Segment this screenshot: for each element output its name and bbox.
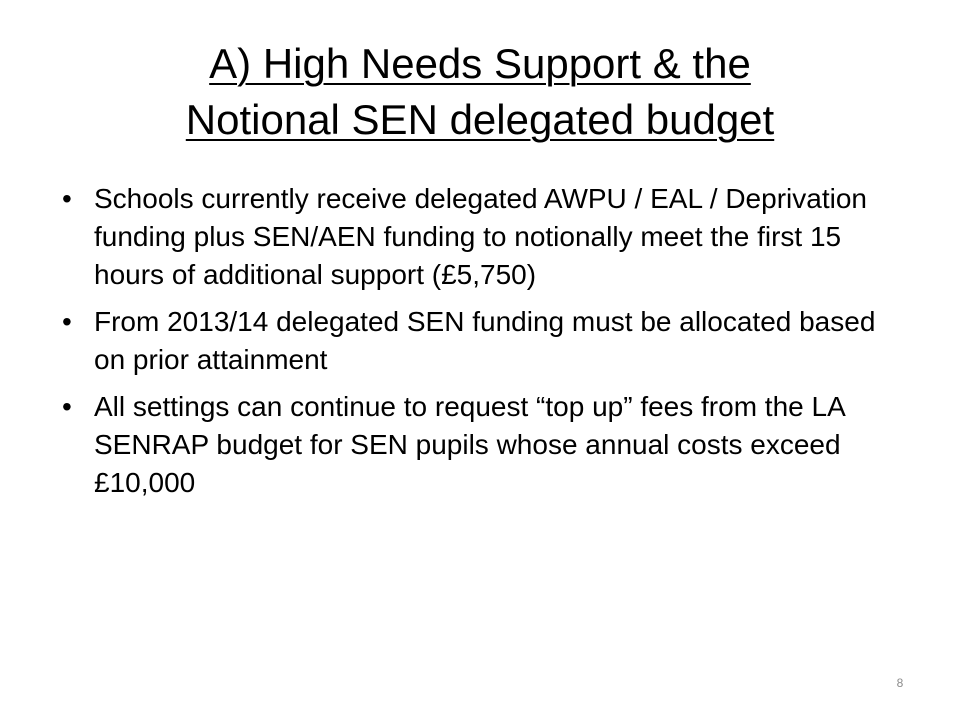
slide-title-line-2: Notional SEN delegated budget (185, 96, 775, 143)
bullet-list (62, 180, 902, 511)
bullet-text: All settings can continue to request “top up” fees from the LA SENRAP budget for SEN pupils whose annual costs exceed £10,000 (94, 391, 845, 498)
page-number: 8 (896, 676, 904, 690)
bullet-icon: • (62, 391, 72, 422)
bullet-icon: • (62, 306, 72, 337)
bullet-item-funding (62, 180, 902, 294)
bullet-text: From 2013/14 delegated SEN funding must be allocated based on prior attainment (94, 306, 876, 375)
bullet-item-allocation (62, 303, 902, 379)
slide-title (60, 36, 900, 148)
bullet-item-top-up (62, 388, 902, 502)
bullet-text: Schools currently receive delegated AWPU / EAL / Deprivation funding plus SEN/AEN funding to notionally meet the first 15 hours of additional support (£5,750) (94, 183, 867, 290)
slide-title-line-1: A) High Needs Support & the (209, 40, 751, 87)
bullet-icon: • (62, 183, 72, 214)
